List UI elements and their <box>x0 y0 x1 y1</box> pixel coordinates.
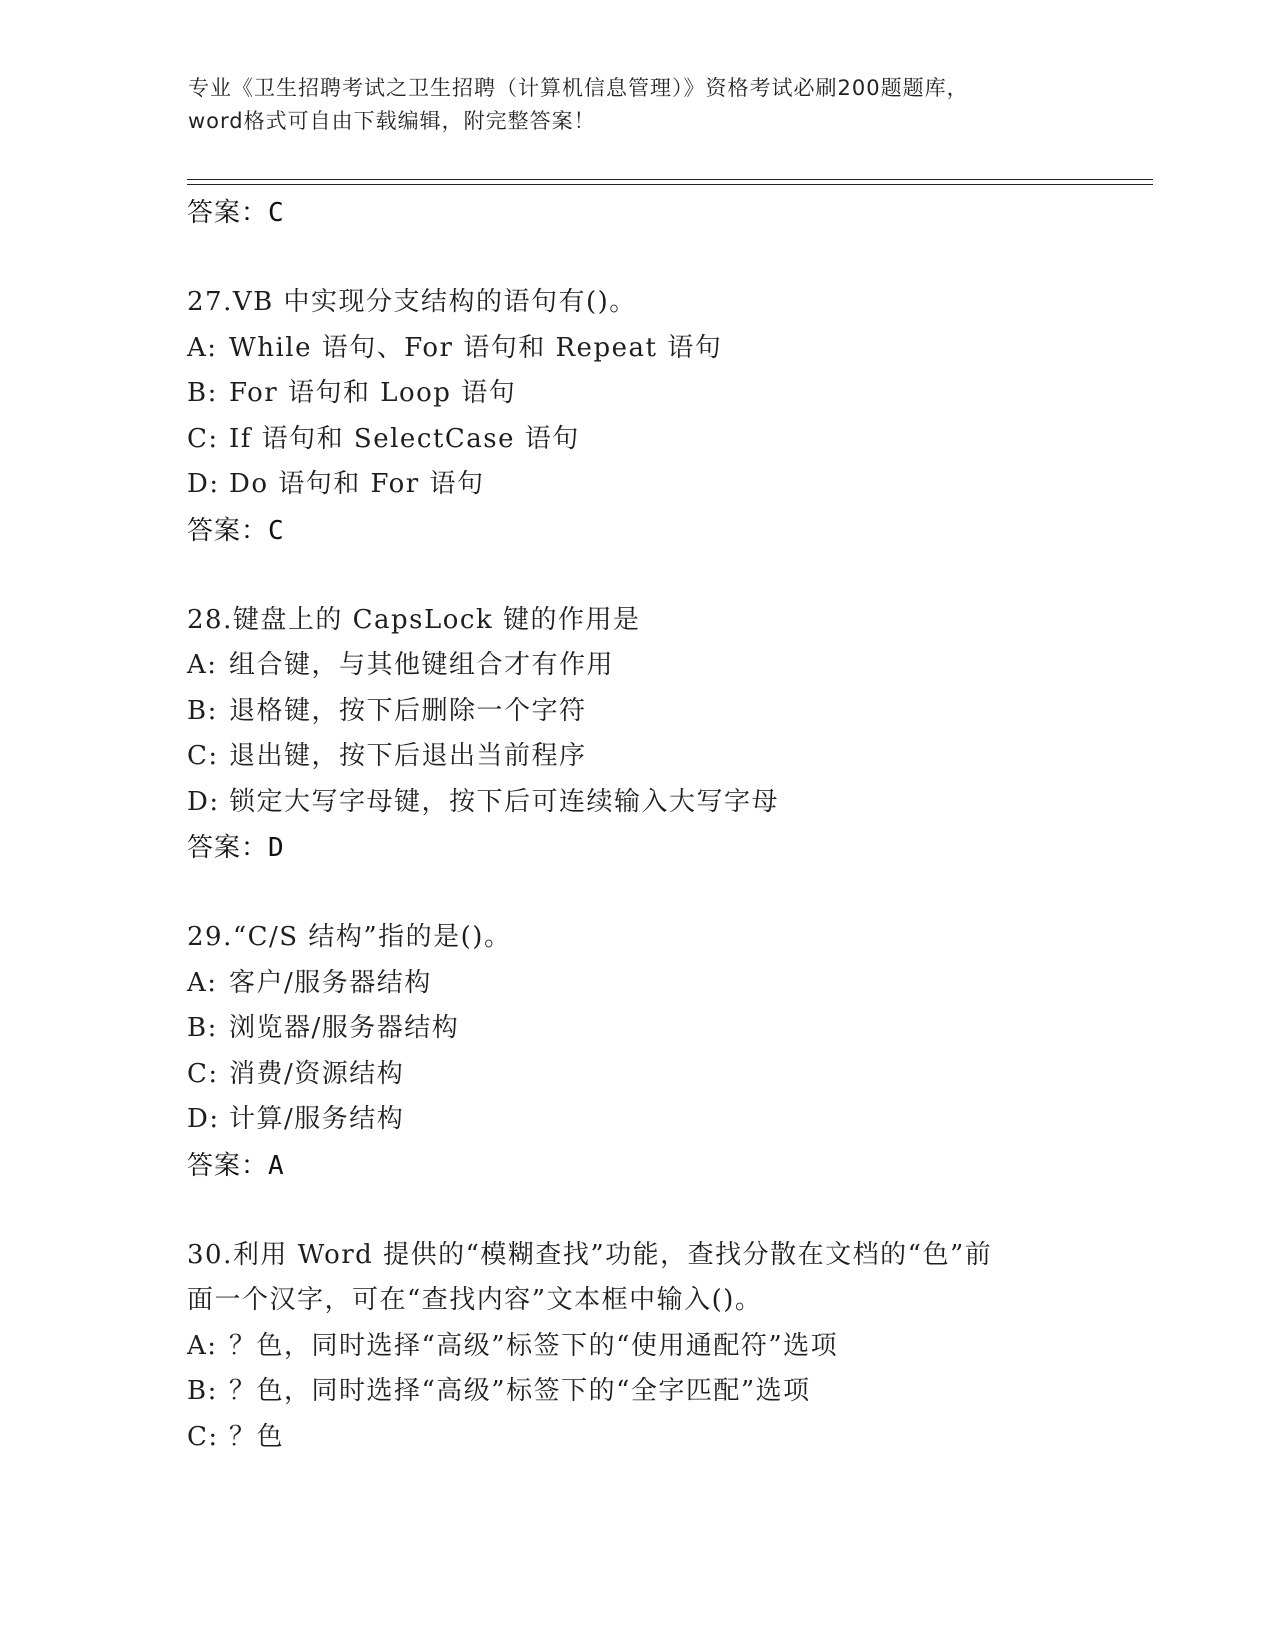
answer-label: 答案： <box>187 833 269 863</box>
header-divider-top <box>187 179 1153 180</box>
answer-line <box>187 190 1147 236</box>
question-text: 28.键盘上的 CapsLock 键的作用是 <box>187 604 641 635</box>
question-text: 29.“C/S 结构”指的是()。 <box>187 922 512 952</box>
option-letter: C: <box>187 741 219 771</box>
question-block <box>187 1233 1147 1461</box>
answer-option <box>187 326 1147 372</box>
question-text: 面一个汉字，可在“查找内容”文本框中输入()。 <box>187 1285 763 1315</box>
answer-option <box>187 1324 1147 1370</box>
option-text: 客户/服务器结构 <box>229 967 432 998</box>
question-text: 30.利用 Word 提供的“模糊查找”功能，查找分散在文档的“色”前 <box>187 1239 993 1270</box>
answer-key: A <box>268 1150 285 1181</box>
option-text: 退格键，按下后删除一个字符 <box>229 695 587 726</box>
option-letter: B: <box>187 1013 218 1043</box>
answer-key: C <box>268 515 285 546</box>
question-block <box>187 280 1147 554</box>
option-letter: A: <box>187 1330 218 1361</box>
answer-option <box>187 462 1147 508</box>
answer-option <box>187 780 1147 826</box>
question-block <box>187 915 1147 1189</box>
answer-option <box>187 689 1147 735</box>
questions-container <box>187 280 1147 1460</box>
question-list <box>187 190 1147 1460</box>
header-line-2: word格式可自由下载编辑，附完整答案！ <box>188 109 596 133</box>
option-letter: C: <box>187 423 219 454</box>
answer-label: 答案： <box>187 515 269 546</box>
header-line-1: 专业《卫生招聘考试之卫生招聘（计算机信息管理）》资格考试必刷200题题库， <box>188 76 969 100</box>
option-letter: D: <box>187 469 220 499</box>
option-text: If 语句和 SelectCase 语句 <box>229 423 580 454</box>
answer-option <box>187 643 1147 689</box>
answer-line <box>187 508 1147 554</box>
option-letter: A: <box>187 650 218 680</box>
option-letter: B: <box>187 695 218 726</box>
answer-option <box>187 1097 1147 1143</box>
option-letter: D: <box>187 786 220 817</box>
option-text: 锁定大写字母键，按下后可连续输入大写字母 <box>229 786 780 817</box>
document-header <box>188 72 1108 138</box>
option-letter: B: <box>187 378 218 408</box>
answer-key: C <box>268 198 285 228</box>
option-text: 消费/资源结构 <box>229 1058 405 1089</box>
answer-key: D <box>268 833 285 863</box>
option-text: 退出键，按下后退出当前程序 <box>229 741 587 771</box>
answer-line <box>187 825 1147 871</box>
answer-option <box>187 734 1147 780</box>
answer-option <box>187 1415 1147 1461</box>
option-text: ？色，同时选择“高级”标签下的“全字匹配”选项 <box>229 1376 811 1406</box>
answer-option <box>187 1052 1147 1098</box>
answer-option <box>187 417 1147 463</box>
answer-line <box>187 1143 1147 1189</box>
answer-option <box>187 1369 1147 1415</box>
answer-label: 答案： <box>187 198 269 228</box>
header-divider-bottom <box>187 184 1153 185</box>
option-text: 计算/服务结构 <box>229 1104 405 1134</box>
option-text: For 语句和 Loop 语句 <box>229 378 517 408</box>
option-text: While 语句、For 语句和 Repeat 语句 <box>229 332 723 363</box>
option-text: 组合键，与其他键组合才有作用 <box>229 650 615 680</box>
question-text: 27.VB 中实现分支结构的语句有()。 <box>187 287 637 317</box>
option-letter: A: <box>187 332 218 363</box>
answer-option <box>187 371 1147 417</box>
option-letter: A: <box>187 967 218 998</box>
option-text: Do 语句和 For 语句 <box>229 469 485 499</box>
answer-option <box>187 961 1147 1007</box>
option-text: 浏览器/服务器结构 <box>229 1013 460 1043</box>
option-letter: B: <box>187 1376 218 1406</box>
option-letter: C: <box>187 1058 219 1089</box>
option-text: ？色 <box>229 1421 285 1452</box>
answer-label: 答案： <box>187 1150 269 1181</box>
option-letter: C: <box>187 1421 219 1452</box>
option-text: ？色，同时选择“高级”标签下的“使用通配符”选项 <box>229 1330 839 1361</box>
option-letter: D: <box>187 1104 220 1134</box>
answer-option <box>187 1006 1147 1052</box>
question-block <box>187 598 1147 872</box>
